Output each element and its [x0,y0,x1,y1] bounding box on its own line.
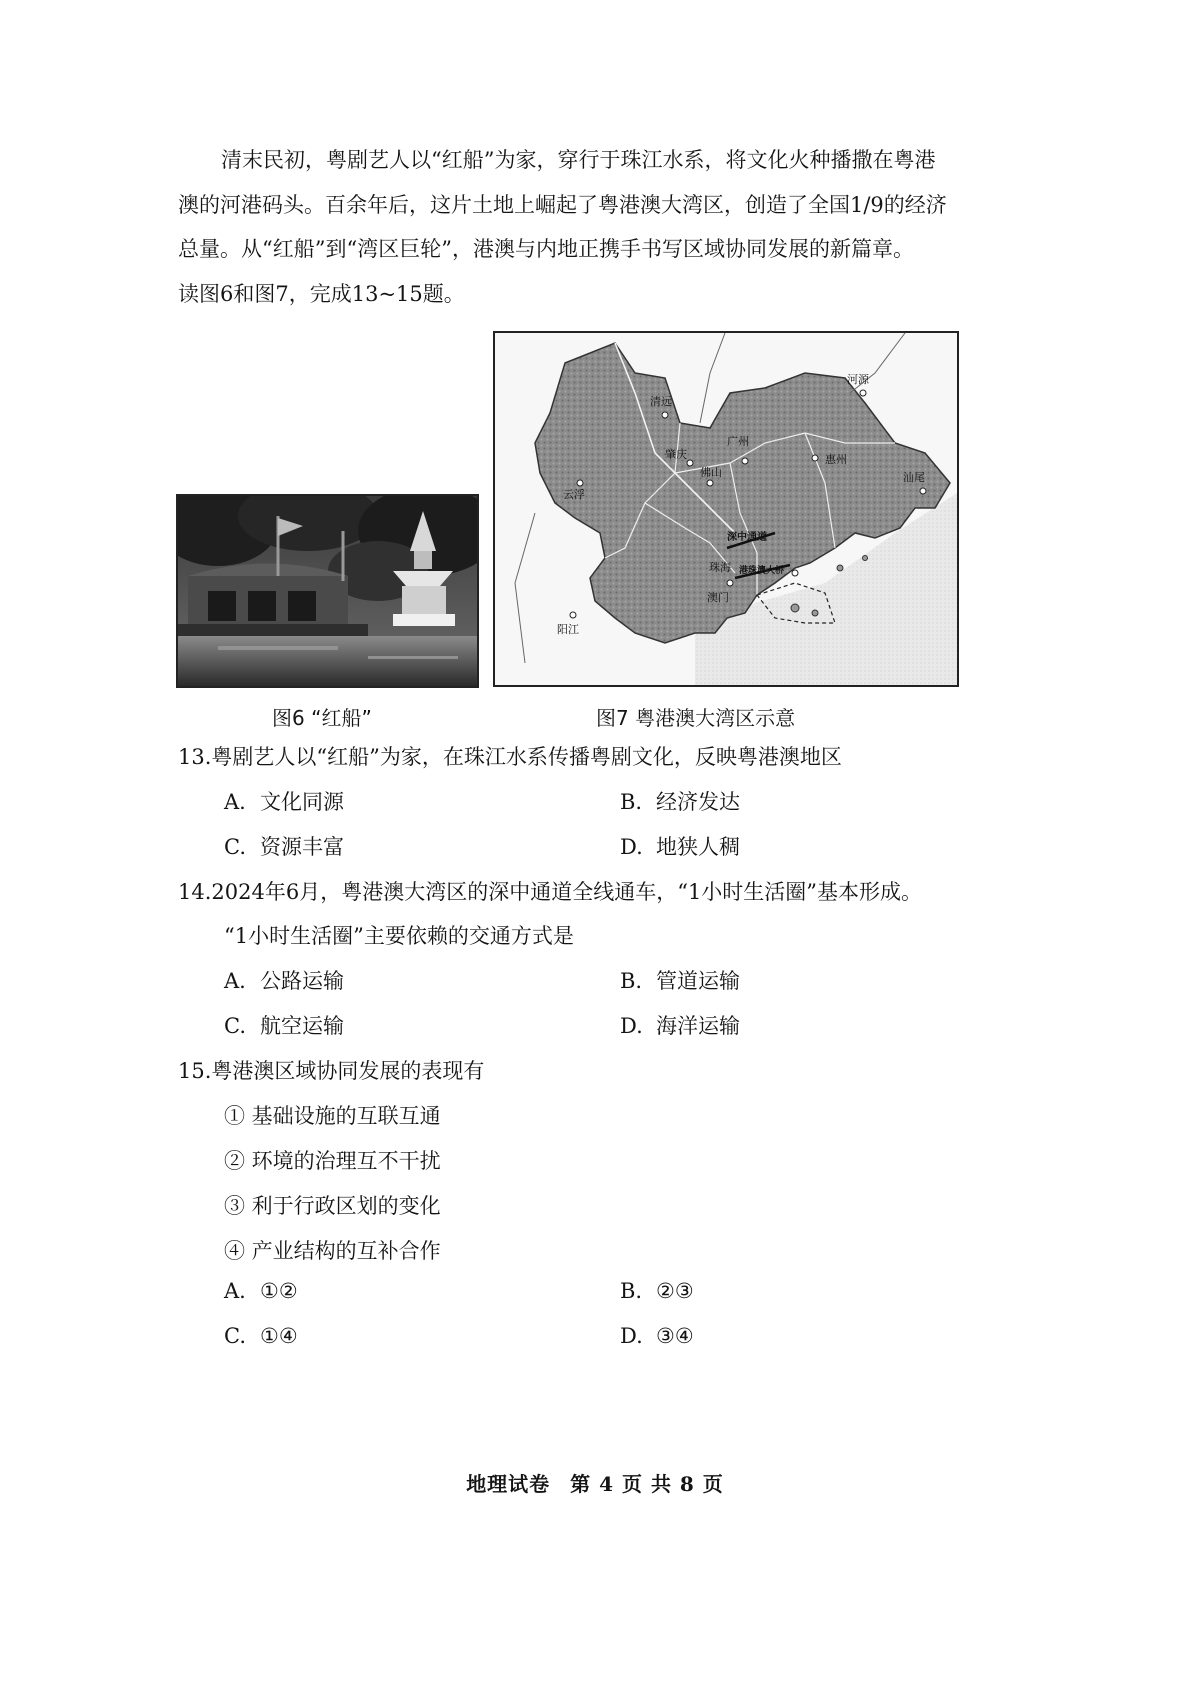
intro-paragraph [178,138,1028,316]
question-15 [178,1055,484,1085]
option-15c: C. ①④ [224,1324,298,1348]
option-14b: B. 管道运输 [620,969,740,993]
map-label-guangzhou: 广州 [727,435,749,448]
footer-subject: 地理试卷 [466,1472,551,1496]
statement-3: ③ 利于行政区划的变化 [224,1194,441,1218]
map-label-shanwei: 汕尾 [903,471,925,484]
question-number: 15. [178,1059,212,1083]
map-label-zhuhai: 珠海 [709,561,731,574]
map-label-heyuan: 河源 [847,373,869,386]
option-13b: B. 经济发达 [620,790,740,814]
option-14a: A. 公路运输 [224,969,344,993]
fig6-caption: 图6 “红船” [272,706,372,730]
question-number: 14. [178,880,212,904]
question-text: 粤港澳区域协同发展的表现有 [211,1059,485,1083]
page-footer [0,1468,1190,1497]
option-15b: B. ②③ [620,1279,694,1303]
question-text: 2024年6月，粤港澳大湾区的深中通道全线通车，“1小时生活圈”基本形成。 [211,880,923,904]
option-14d: D. 海洋运输 [620,1014,740,1038]
red-boat-photo [176,494,479,688]
footer-page-info: 第 4 页 共 8 页 [570,1472,724,1496]
statement-4: ④ 产业结构的互补合作 [224,1239,441,1263]
intro-line: 总量。从“红船”到“湾区巨轮”，港澳与内地正携手书写区域协同发展的新篇章。 [178,237,914,261]
intro-line: 澳的河港码头。百余年后，这片土地上崛起了粤港澳大湾区，创造了全国1/9的经济 [178,192,947,217]
intro-line: 读图6和图7，完成13~15题。 [178,281,465,306]
map-label-huizhou: 惠州 [825,453,847,466]
map-label-yangjiang: 阳江 [557,623,579,636]
intro-line: 清末民初，粤剧艺人以“红船”为家，穿行于珠江水系，将文化火种播撒在粤港 [221,148,936,172]
option-13d: D. 地狭人稠 [620,835,740,859]
map-label-qingyuan: 清远 [650,395,672,408]
map-label-aomen: 澳门 [707,591,729,604]
option-13a: A. 文化同源 [224,790,344,814]
question-14-continued: “1小时生活圈”主要依赖的交通方式是 [224,924,574,948]
question-number: 13. [178,745,212,769]
map-label-foshan: 佛山 [700,466,722,479]
statement-1: ① 基础设施的互联互通 [224,1104,441,1128]
map-label-hzm-bridge: 港珠澳大桥 [739,566,785,576]
option-15d: D. ③④ [620,1324,694,1348]
option-14c: C. 航空运输 [224,1014,344,1038]
greater-bay-area-map [493,331,959,687]
map-label-zhaoqing: 肇庆 [665,448,687,461]
question-14 [178,876,922,906]
map-label-yunfu: 云浮 [563,488,585,501]
option-13c: C. 资源丰富 [224,835,344,859]
statement-2: ② 环境的治理互不干扰 [224,1149,441,1173]
option-15a: A. ①② [224,1279,298,1303]
fig7-caption: 图7 粤港澳大湾区示意 [596,706,796,730]
map-label-shenzhong: 深中通道 [727,532,767,543]
question-text: 粤剧艺人以“红船”为家，在珠江水系传播粤剧文化，反映粤港澳地区 [211,745,842,769]
question-13 [178,741,842,771]
